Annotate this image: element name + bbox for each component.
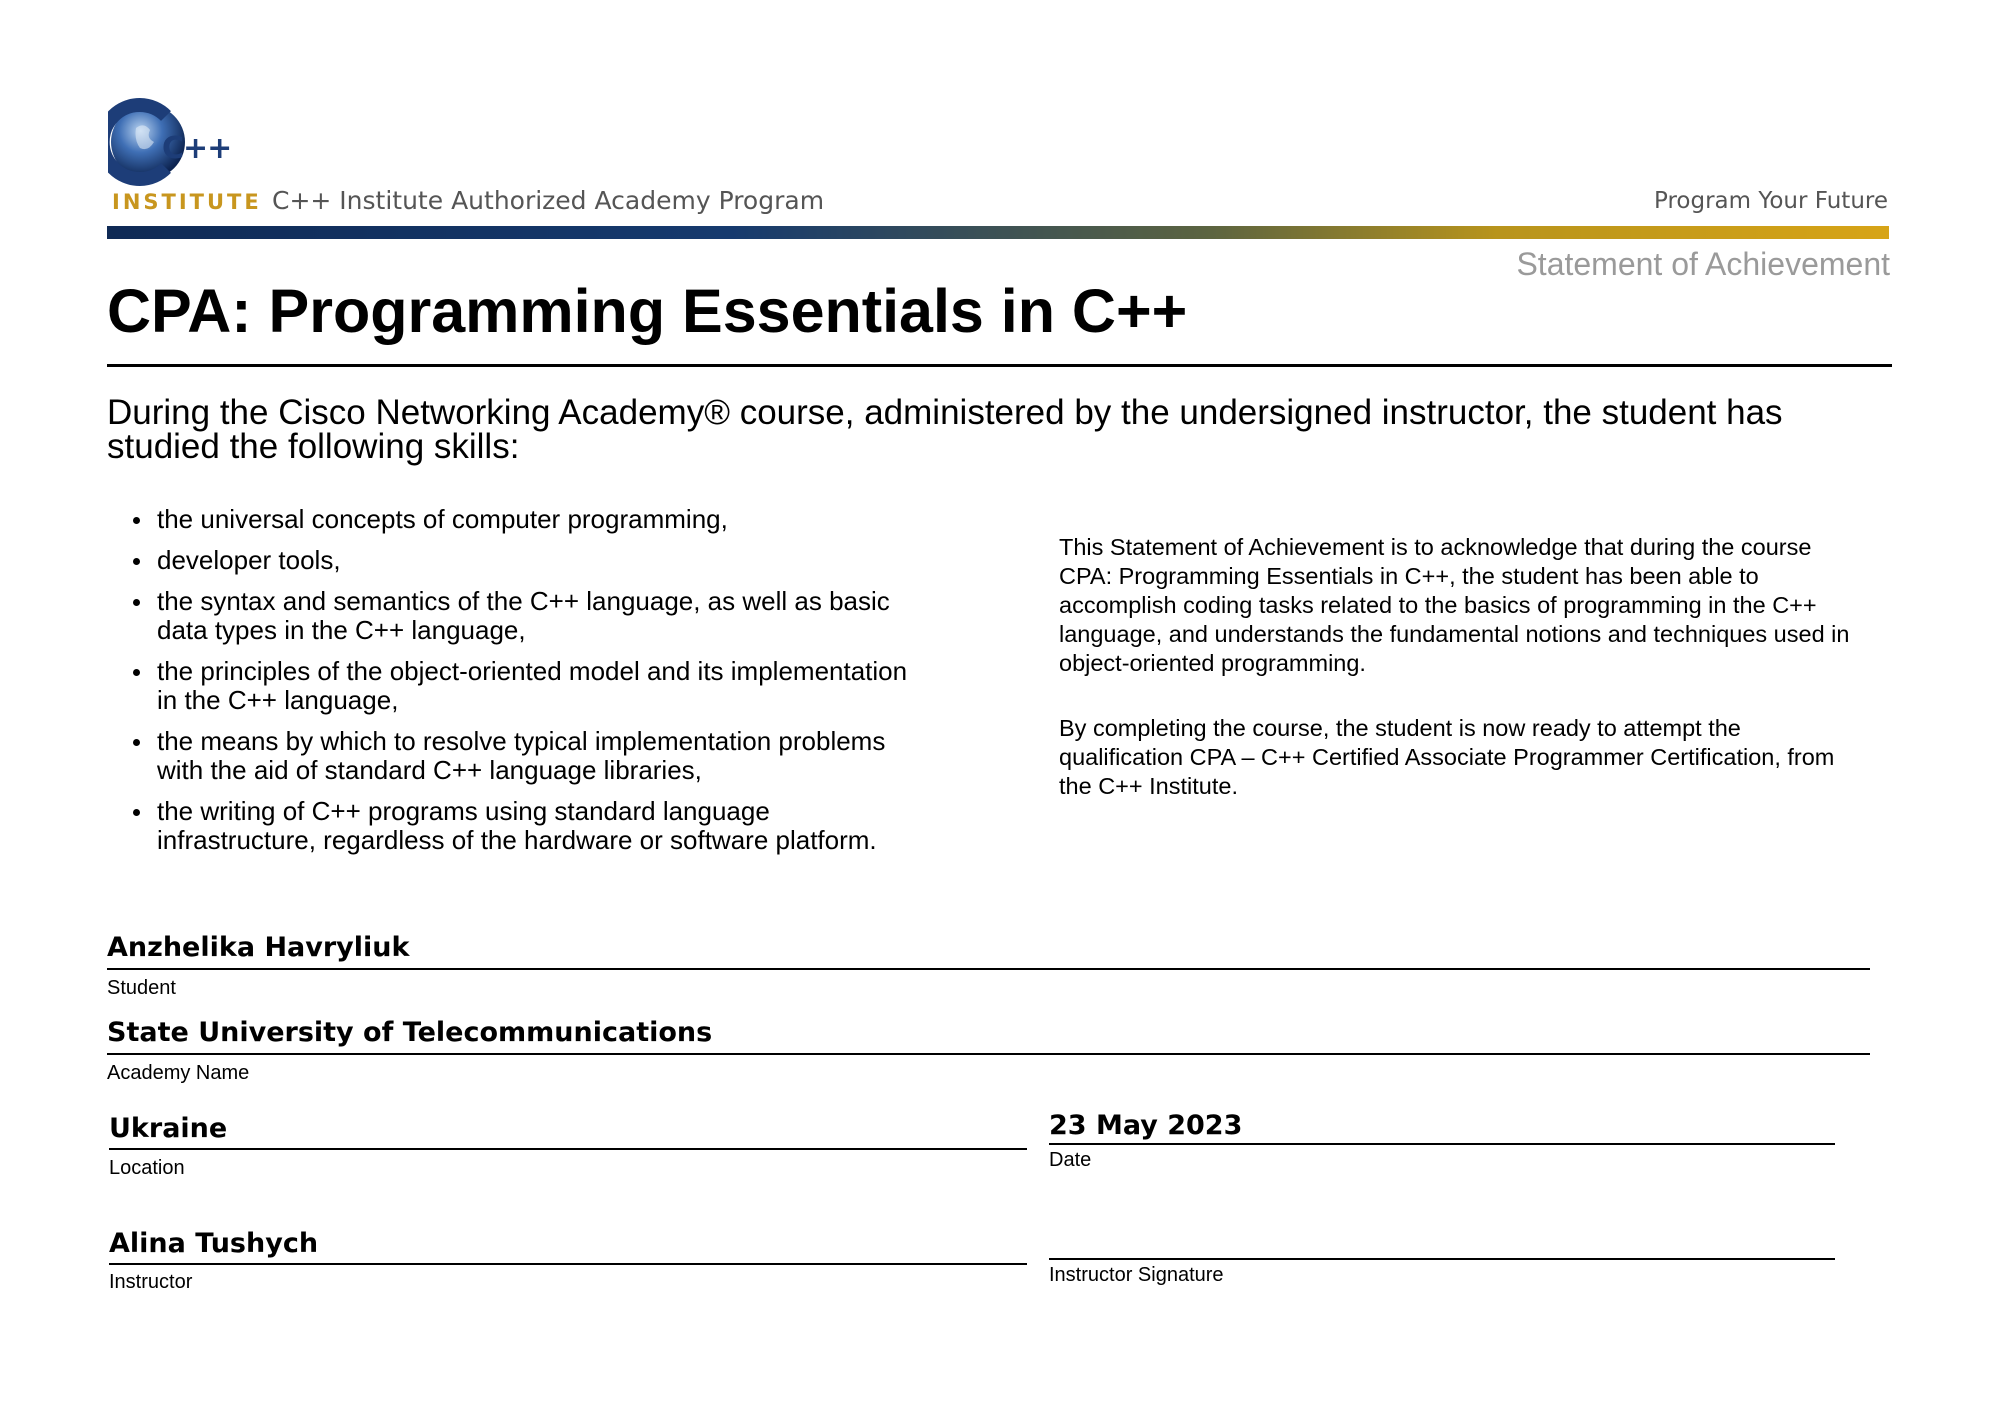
date-line: [1049, 1143, 1835, 1145]
signature-line: [1049, 1258, 1835, 1260]
acknowledgement-paragraph: This Statement of Achievement is to acknowledge that during the course CPA: Programming Essentials in C++, the student has been able to accomplish coding tasks related to the basics of programming in the C++ language, and understands the fundamental notions and techniques used in object-oriented programming.: [1059, 534, 1850, 676]
student-line: [107, 968, 1870, 970]
header-gradient-bar: [107, 226, 1889, 239]
student-label: Student: [107, 977, 176, 999]
skills-list: [130, 505, 930, 867]
instructor-label: Instructor: [109, 1271, 193, 1293]
cpp-institute-logo: [108, 98, 238, 198]
institute-wordmark: INSTITUTE: [112, 190, 262, 214]
list-item: the universal concepts of computer programming,: [130, 505, 930, 534]
date-label: Date: [1049, 1149, 1092, 1171]
qualification-paragraph: By completing the course, the student is now ready to attempt the qualification CPA – C++ Certified Associate Programmer Certification, from the C++ Institute.: [1059, 715, 1835, 799]
location-label: Location: [109, 1157, 185, 1179]
location-value: Ukraine: [109, 1113, 228, 1144]
title-divider: [107, 364, 1892, 367]
list-item: the means by which to resolve typical implementation problems with the aid of standard C++ language libraries,: [130, 727, 930, 785]
instructor-name: Alina Tushych: [109, 1228, 319, 1259]
statement-label: Statement of Achievement: [1516, 246, 1890, 282]
signature-label: Instructor Signature: [1049, 1264, 1224, 1286]
location-line: [109, 1148, 1027, 1150]
course-title: CPA: Programming Essentials in C++: [107, 277, 1188, 345]
logo-plus-text: C++: [162, 131, 232, 166]
instructor-line: [109, 1263, 1027, 1265]
intro-text: During the Cisco Networking Academy® course, administered by the undersigned instructor, the student has studied the following skills:: [107, 393, 1783, 466]
list-item: the principles of the object-oriented model and its implementation in the C++ language,: [130, 657, 930, 715]
list-item: the writing of C++ programs using standard language infrastructure, regardless of the hardware or software platform.: [130, 797, 930, 855]
academy-line: [107, 1053, 1870, 1055]
academy-name: State University of Telecommunications: [107, 1017, 713, 1048]
list-item: the syntax and semantics of the C++ language, as well as basic data types in the C++ language,: [130, 587, 930, 645]
date-value: 23 May 2023: [1049, 1110, 1243, 1141]
program-name: C++ Institute Authorized Academy Program: [272, 186, 825, 215]
academy-label: Academy Name: [107, 1062, 250, 1084]
student-name: Anzhelika Havryliuk: [107, 932, 410, 963]
list-item: developer tools,: [130, 546, 930, 575]
tagline: Program Your Future: [1653, 188, 1888, 214]
